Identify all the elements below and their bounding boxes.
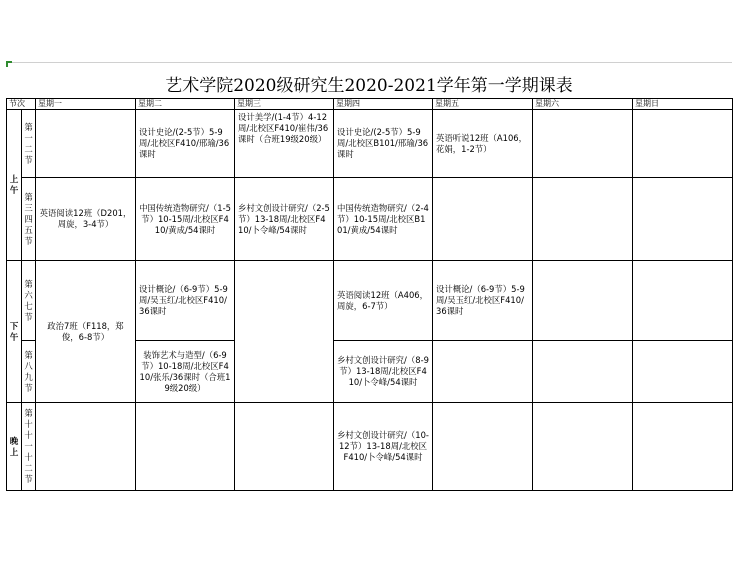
header-row bbox=[7, 99, 733, 110]
slot-label-1 bbox=[22, 110, 36, 178]
sheet-top-gridline bbox=[6, 62, 732, 63]
table-row bbox=[7, 403, 733, 491]
day-header-thu: 星期四 bbox=[334, 99, 433, 110]
cell-tue-s5[interactable] bbox=[136, 403, 235, 491]
slot-label-5 bbox=[22, 403, 36, 491]
cell-sat-s4[interactable] bbox=[533, 341, 633, 403]
cell-tue-s2[interactable] bbox=[136, 178, 235, 261]
cell-mon-s5[interactable] bbox=[36, 403, 136, 491]
period-afternoon bbox=[7, 261, 22, 403]
course-text: 乡村文创设计研究/（2-5节）13-18周/北校区F410/卜令峰/54课时 bbox=[238, 202, 330, 235]
course-text: 设计美学/(1-4节）4-12周/北校区F410/崔伟/36课时（合班19级20级） bbox=[238, 112, 329, 144]
course-text: 英语听说12班（A106，花娟，1-2节） bbox=[436, 132, 527, 154]
slot-label-3-text: 第六七节 bbox=[24, 278, 33, 322]
cell-thu-s1[interactable] bbox=[334, 110, 433, 178]
course-text: 乡村文创设计研究/（8-9节）13-18周/北校区F410/卜令峰/54课时 bbox=[337, 355, 429, 387]
cell-fri-s1[interactable] bbox=[433, 110, 533, 178]
day-header-sat: 星期六 bbox=[533, 99, 633, 110]
slot-label-1-text: 第一二节 bbox=[24, 121, 33, 165]
course-text: 中国传统造物研究/（2-4节）10-15周/北校区B101/黄成/54课时 bbox=[337, 202, 429, 235]
period-morning bbox=[7, 110, 22, 261]
cell-sat-s3[interactable] bbox=[533, 261, 633, 341]
table-row bbox=[7, 261, 733, 341]
page-title: 艺术学院2020级研究生2020-2021学年第一学期课表 bbox=[165, 76, 573, 96]
slot-label-4 bbox=[22, 341, 36, 403]
slot-label-4-text: 第八九节 bbox=[24, 349, 33, 393]
cell-wed-s5[interactable] bbox=[235, 403, 334, 491]
period-morning-label: 上午 bbox=[9, 174, 19, 195]
day-header-fri: 星期五 bbox=[433, 99, 533, 110]
course-text: 设计史论/(2-5节）5-9周/北校区B101/邢瑜/36课时 bbox=[337, 127, 429, 159]
slot-label-2 bbox=[22, 178, 36, 261]
cell-tue-s4[interactable] bbox=[136, 341, 235, 403]
schedule-table bbox=[6, 98, 733, 491]
cell-fri-s3[interactable] bbox=[433, 261, 533, 341]
cell-wed-s3-s4[interactable] bbox=[235, 261, 334, 403]
cell-tue-s1[interactable] bbox=[136, 110, 235, 178]
cropped-footnote-line bbox=[6, 481, 436, 487]
slot-label-2-text: 第三四五节 bbox=[24, 191, 33, 246]
cell-thu-s5[interactable] bbox=[334, 403, 433, 491]
period-evening-label: 晚上 bbox=[9, 435, 19, 457]
course-text: 设计概论/（6-9节）5-9周/吴玉红/北校区F410/36课时 bbox=[436, 284, 525, 316]
course-text: 设计史论/(2-5节）5-9周/北校区F410/邢瑜/36课时 bbox=[139, 127, 230, 159]
slot-label-5-text: 第十十一十二节 bbox=[24, 408, 33, 484]
day-header-tue: 星期二 bbox=[136, 99, 235, 110]
cell-selection-corner bbox=[6, 61, 12, 67]
cell-sun-s4[interactable] bbox=[633, 341, 733, 403]
period-evening bbox=[7, 403, 22, 491]
cell-thu-s3[interactable] bbox=[334, 261, 433, 341]
cell-fri-s4[interactable] bbox=[433, 341, 533, 403]
cell-thu-s4[interactable] bbox=[334, 341, 433, 403]
cell-tue-s3[interactable] bbox=[136, 261, 235, 341]
cell-sun-s5[interactable] bbox=[633, 403, 733, 491]
period-column-header: 节次 bbox=[7, 99, 36, 110]
cell-mon-s3-s4[interactable] bbox=[36, 261, 136, 403]
cell-thu-s2[interactable] bbox=[334, 178, 433, 261]
cell-sun-s1[interactable] bbox=[633, 110, 733, 178]
course-text: 英语阅读12班（D201，周旋，3-4节） bbox=[39, 208, 132, 229]
cell-wed-s2[interactable] bbox=[235, 178, 334, 261]
period-afternoon-label: 下午 bbox=[9, 320, 19, 342]
table-row bbox=[7, 178, 733, 261]
slot-label-3 bbox=[22, 261, 36, 341]
cell-sat-s5[interactable] bbox=[533, 403, 633, 491]
day-header-sun: 星期日 bbox=[633, 99, 733, 110]
course-text: 乡村文创设计研究/（10-12节）13-18周/北校区F410/卜令峰/54课时 bbox=[337, 430, 429, 462]
cell-mon-s2[interactable] bbox=[36, 178, 136, 261]
cell-fri-s2[interactable] bbox=[433, 178, 533, 261]
course-text: 政治7班（F118，郑俊，6-8节） bbox=[47, 320, 124, 342]
day-header-wed: 星期三 bbox=[235, 99, 334, 110]
cell-sat-s2[interactable] bbox=[533, 178, 633, 261]
day-header-mon: 星期一 bbox=[36, 99, 136, 110]
cell-mon-s1[interactable] bbox=[36, 110, 136, 178]
cell-fri-s5[interactable] bbox=[433, 403, 533, 491]
course-text: 中国传统造物研究/（1-5节）10-15周/北校区F410/黄成/54课时 bbox=[139, 202, 231, 235]
cell-sun-s2[interactable] bbox=[633, 178, 733, 261]
cell-sat-s1[interactable] bbox=[533, 110, 633, 178]
course-text: 设计概论/（6-9节）5-9周/吴玉红/北校区F410/36课时 bbox=[139, 284, 228, 316]
cell-wed-s1[interactable] bbox=[235, 110, 334, 178]
cell-sun-s3[interactable] bbox=[633, 261, 733, 341]
course-text: 英语阅读12班（A406，周旋，6-7节） bbox=[337, 289, 428, 311]
course-text: 装饰艺术与造型/（6-9节）10-18周/北校区F410/张乐/36课时（合班19级20级） bbox=[139, 349, 231, 393]
table-row bbox=[7, 110, 733, 178]
